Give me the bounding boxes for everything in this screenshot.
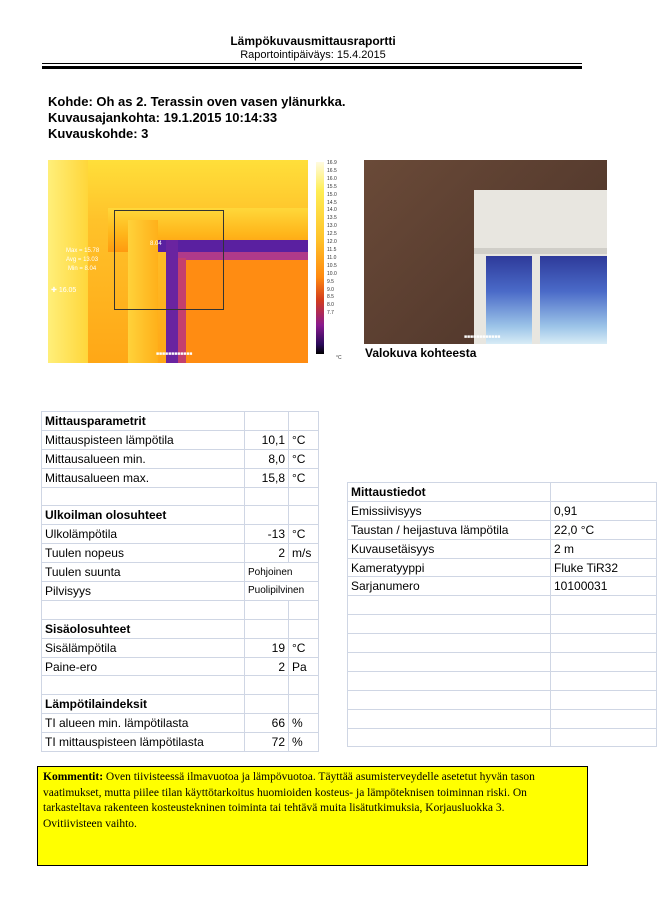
empty-cell xyxy=(551,653,657,672)
table-row xyxy=(42,468,319,487)
empty-cell xyxy=(551,728,657,747)
reference-photo: ■■■■■■■■■■■■ xyxy=(364,160,607,344)
header-rule-thin xyxy=(42,63,582,64)
scale-tick-label: 9.5 xyxy=(327,278,334,285)
row-value: 10100031 xyxy=(551,577,657,596)
row-value: 66 xyxy=(245,714,289,733)
table-row xyxy=(42,714,319,733)
table-row xyxy=(42,695,319,714)
section-heading: Mittaustiedot xyxy=(348,483,551,502)
section-heading: Mittausparametrit xyxy=(42,412,245,431)
table-row xyxy=(348,615,657,634)
row-label: Mittausalueen max. xyxy=(42,468,245,487)
empty-cell xyxy=(551,709,657,728)
table-row xyxy=(42,600,319,619)
scale-tick-label: 11.5 xyxy=(327,246,337,253)
table-row xyxy=(348,634,657,653)
scale-tick-label: 14.0 xyxy=(327,207,337,214)
section-heading: Ulkoilman olosuhteet xyxy=(42,506,245,525)
row-label: Pilvisyys xyxy=(42,582,245,601)
table-row xyxy=(42,563,319,582)
row-value: 10,1 xyxy=(245,430,289,449)
empty-cell xyxy=(289,506,319,525)
scale-tick-label: 9.0 xyxy=(327,286,334,293)
table-row xyxy=(42,657,319,676)
scale-tick-label: 10.5 xyxy=(327,262,337,269)
row-value: Pohjoinen xyxy=(245,563,319,582)
temperature-scale-labels xyxy=(327,160,337,318)
row-value: -13 xyxy=(245,525,289,544)
scale-tick-label: 16.5 xyxy=(327,167,337,174)
row-value: 22,0 °C xyxy=(551,520,657,539)
report-title: Lämpökuvausmittausraportti xyxy=(230,34,396,48)
row-unit: °C xyxy=(289,638,319,657)
empty-cell xyxy=(551,615,657,634)
empty-cell xyxy=(289,676,319,695)
table-row xyxy=(42,506,319,525)
measurement-info-table xyxy=(347,482,657,747)
row-unit: °C xyxy=(289,449,319,468)
empty-cell xyxy=(348,671,551,690)
row-unit: % xyxy=(289,714,319,733)
empty-cell xyxy=(348,634,551,653)
scale-tick-label: 14.5 xyxy=(327,199,337,206)
scale-tick-label: 8.5 xyxy=(327,294,334,301)
empty-cell xyxy=(245,695,289,714)
photo-caption: Valokuva kohteesta xyxy=(365,346,477,360)
row-unit: % xyxy=(289,733,319,752)
empty-cell xyxy=(348,690,551,709)
scale-tick-label: 13.0 xyxy=(327,223,337,230)
table-row xyxy=(42,430,319,449)
spot-marker: ✚ 16.05 xyxy=(51,287,77,294)
empty-cell xyxy=(348,596,551,615)
empty-cell xyxy=(245,412,289,431)
table-row xyxy=(42,525,319,544)
row-unit: Pa xyxy=(289,657,319,676)
row-label: Mittausalueen min. xyxy=(42,449,245,468)
target-description: Kohde: Oh as 2. Terassin oven vasen ylänurkka. xyxy=(48,94,346,109)
row-label: Kameratyyppi xyxy=(348,558,551,577)
empty-cell xyxy=(348,709,551,728)
row-value: 15,8 xyxy=(245,468,289,487)
empty-cell xyxy=(289,487,319,506)
empty-cell xyxy=(551,671,657,690)
row-value: 19 xyxy=(245,638,289,657)
table-row xyxy=(348,671,657,690)
table-row xyxy=(348,501,657,520)
comment-label: Kommentit: xyxy=(43,771,104,783)
table-row xyxy=(42,487,319,506)
table-row xyxy=(42,619,319,638)
empty-cell xyxy=(348,728,551,747)
row-value: Puolipilvinen xyxy=(245,582,319,601)
table-row xyxy=(42,582,319,601)
scale-tick-label: 10.0 xyxy=(327,270,337,277)
empty-cell xyxy=(289,412,319,431)
spot-value: 16.05 xyxy=(58,287,77,294)
table-row xyxy=(348,558,657,577)
row-label: Sarjanumero xyxy=(348,577,551,596)
table-row xyxy=(42,412,319,431)
report-date: Raportointipäiväys: 15.4.2015 xyxy=(240,49,386,61)
scale-tick-label: 16.9 xyxy=(327,160,337,166)
empty-cell xyxy=(245,676,289,695)
row-unit: m/s xyxy=(289,544,319,563)
scale-tick-label: 12.0 xyxy=(327,239,337,246)
row-label: Mittauspisteen lämpötila xyxy=(42,430,245,449)
scale-tick-label: 15.5 xyxy=(327,183,337,190)
empty-cell xyxy=(245,506,289,525)
table-row xyxy=(42,544,319,563)
section-heading: Lämpötilaindeksit xyxy=(42,695,245,714)
target-number: Kuvauskohde: 3 xyxy=(48,126,149,141)
table-row xyxy=(348,577,657,596)
row-label: Ulkolämpötila xyxy=(42,525,245,544)
empty-cell xyxy=(245,600,289,619)
row-unit: °C xyxy=(289,468,319,487)
scale-tick-label: 12.5 xyxy=(327,231,337,238)
section-heading: Sisäolosuhteet xyxy=(42,619,245,638)
table-row xyxy=(348,596,657,615)
thermal-avg: Avg = 13.03 xyxy=(66,257,99,263)
row-label: Emissiivisyys xyxy=(348,501,551,520)
row-value: 2 xyxy=(245,544,289,563)
measurement-area-box xyxy=(114,210,224,310)
row-label: TI mittauspisteen lämpötilasta xyxy=(42,733,245,752)
target-info xyxy=(48,94,345,142)
empty-cell xyxy=(551,690,657,709)
empty-cell xyxy=(42,487,245,506)
scale-tick-label: 13.5 xyxy=(327,215,337,222)
table-row xyxy=(42,733,319,752)
table-row xyxy=(348,539,657,558)
empty-cell xyxy=(42,600,245,619)
table-row xyxy=(42,449,319,468)
thermal-point: 8.04 xyxy=(150,241,162,247)
empty-cell xyxy=(289,600,319,619)
table-row xyxy=(42,676,319,695)
row-label: Paine-ero xyxy=(42,657,245,676)
thermal-min: Min = 8.04 xyxy=(68,266,97,272)
scale-unit: °C xyxy=(336,355,342,361)
empty-cell xyxy=(42,676,245,695)
scale-tick-label: 11.0 xyxy=(327,254,337,261)
table-row xyxy=(348,709,657,728)
empty-cell xyxy=(348,653,551,672)
row-unit: °C xyxy=(289,525,319,544)
measurement-parameters-table xyxy=(41,411,319,752)
temperature-scale-bar xyxy=(316,162,324,354)
empty-cell xyxy=(551,596,657,615)
row-value: 8,0 xyxy=(245,449,289,468)
row-label: Tuulen suunta xyxy=(42,563,245,582)
empty-cell xyxy=(348,615,551,634)
thermal-max: Max = 15.78 xyxy=(66,248,100,254)
row-value: 2 xyxy=(245,657,289,676)
table-row xyxy=(348,483,657,502)
scale-tick-label: 8.0 xyxy=(327,302,334,309)
scale-tick-label: 15.0 xyxy=(327,191,337,198)
table-row xyxy=(348,690,657,709)
table-row xyxy=(348,520,657,539)
table-row xyxy=(348,653,657,672)
empty-cell xyxy=(245,619,289,638)
scale-tick-label: 7.7 xyxy=(327,310,334,317)
empty-cell xyxy=(551,483,657,502)
capture-time: Kuvausajankohta: 19.1.2015 10:14:33 xyxy=(48,110,278,125)
table-row xyxy=(348,728,657,747)
table-row xyxy=(42,638,319,657)
row-value: 2 m xyxy=(551,539,657,558)
row-unit: °C xyxy=(289,430,319,449)
row-label: Taustan / heijastuva lämpötila xyxy=(348,520,551,539)
header-rule-thick xyxy=(42,66,582,69)
row-value: 0,91 xyxy=(551,501,657,520)
row-value: Fluke TiR32 xyxy=(551,558,657,577)
empty-cell xyxy=(289,695,319,714)
row-label: Sisälämpötila xyxy=(42,638,245,657)
comment-action: Ovitiivisteen vaihto. xyxy=(43,817,137,830)
row-value: 72 xyxy=(245,733,289,752)
row-label: Tuulen nopeus xyxy=(42,544,245,563)
empty-cell xyxy=(289,619,319,638)
comment-text: Oven tiivisteessä ilmavuotoa ja lämpövuotoa. Täyttää asumisterveydelle asetetut hyvän tason vaatimukset, mutta piilee tilan käyttötarkoitus huomioiden kosteus- ja lämpöteknisen toiminnan riski. On tarkasteltava rakenteen kosteustekninen toiminta tai tehtävä muita lisätutkimuksia, Korjausluokka 3. xyxy=(43,771,535,814)
thermal-footer: ■■■■■■■■■■■■ xyxy=(156,351,193,357)
empty-cell xyxy=(245,487,289,506)
empty-cell xyxy=(551,634,657,653)
thermal-image xyxy=(48,160,352,363)
scale-tick-label: 16.0 xyxy=(327,175,337,182)
row-label: TI alueen min. lämpötilasta xyxy=(42,714,245,733)
comment-box xyxy=(37,766,588,866)
row-label: Kuvausetäisyys xyxy=(348,539,551,558)
